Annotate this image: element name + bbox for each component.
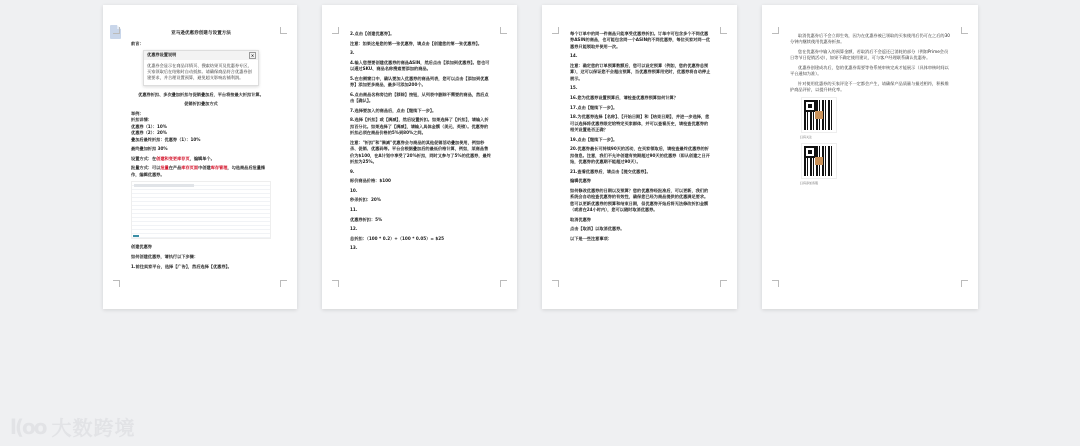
logo-text: 大数跨境 [51,416,136,440]
margin-mark [961,27,968,34]
text: 中创建 [198,165,211,171]
margin-mark [500,27,507,34]
paragraph: 取消优惠券后不会立即生效，因为在优惠券被已领取的买家使用后仍可在之后的30分钟内继续使用优惠券折扣。 [790,33,950,45]
paragraph: 18.为优惠券选择【名称】、【开始日期】和【结束日期】，并进一步选择，您可以选择将优惠券限定给特定买家群体，并可以查看历史，请检查优惠券的相关设置是否正确？ [570,114,710,132]
intro: 前言： [131,40,144,46]
line: 优惠券（2）：20% [131,130,167,136]
line: 最终叠加折扣 30% [131,146,168,152]
paragraph: 取消优惠券 [570,216,591,222]
qr-caption: 扫码添加客服 [800,181,819,186]
paragraph: 16.您为优惠券设置预算后，请检查优惠券预算如何计算？ [570,95,678,100]
paragraph: 5.在右侧窗口中，确认要加入优惠券的商品列表，您可以点击【添加到优惠券】添加更多商品，最多可添加200个。 [350,75,489,88]
highlight: 创建和变更库存页 [156,155,190,161]
paragraph: 如何修改优惠券的日期以及预算？您的优惠券经批准后，可以更新，我们的系统会自动检查优惠券的有效性，确保您已经为商品提供的优惠满足要求。您可以更新优惠券的预算和结束日期，但优惠券开始后将无法修改折扣金额（或者在24小时内），您可以随时取消优惠券。 [570,187,709,212]
paragraph: 编辑优惠券 [570,178,591,184]
paragraph: 10. [350,187,358,193]
margin-mark [280,280,287,287]
margin-mark [113,27,120,34]
paragraph: 6.点击商品名称旁边的【移除】按钮，从列表中删除不需要的商品，然后点击【确认】。 [350,91,489,104]
note: 优惠券折扣、多次叠加折扣与促销叠加后，平台将按最大折扣计算。 [138,91,264,97]
highlight: 库存管理 [210,165,228,171]
paragraph: 11. [350,206,358,212]
paragraph: 17.点击【继续下一步】。 [570,104,618,110]
highlight: 批量 [160,165,169,171]
paragraph: 7.选择要加入的商品后，点击【继续下一步】。 [350,107,437,113]
paragraph: 总折扣：（100 * 0.2）+（100 * 0.05）= $25 [350,235,445,241]
paragraph: 您在优惠券中输入的预算金额，若取消后不会返还已消耗的部分（例如Prime会员日等节日促销活动），如果不确定使用建议，可与客户经理联系确认优惠券。 [790,49,949,61]
paragraph: 优惠券折扣：5% [350,216,383,222]
paragraph: 1.前往卖家平台，选择【广告】，然后选择【优惠券】。 [131,263,232,269]
document-page-3 [542,5,737,309]
paragraph: 21.查看优惠券后，请点击【提交优惠券】。 [570,168,651,174]
watermark-logo [10,412,135,441]
method-1 [131,156,271,162]
document-page-4 [762,5,978,309]
paragraph: 20.优惠券最长可持续90天的活动，在买家领取后，请检查最终优惠券的折扣信息。注意，我们不允许创建有效期超过90天的优惠券（即从创建之日开始，优惠券的优惠期不能超过90天）。 [570,146,710,164]
margin-mark [332,27,339,34]
paragraph: 如何创建优惠券，请执行以下步骤： [131,254,199,259]
line: 举例： [131,111,144,116]
document-page-1 [103,5,297,309]
margin-mark [332,280,339,287]
margin-mark [720,280,727,287]
paragraph: 注意：如果这是您的第一张优惠券，请点击【创建您的第一张优惠券】。 [350,40,482,46]
line: 折扣详情： [131,117,152,123]
section-heading: 创建优惠券 [131,244,152,250]
qr-caption: 扫码关注 [800,134,813,139]
margin-mark [772,280,779,287]
text: ，勾选商品后批量操作，编辑优惠券。 [131,165,266,177]
margin-mark [720,27,727,34]
margin-mark [500,280,507,287]
paragraph: 14. [570,53,578,59]
paragraph: 13. [350,245,358,251]
text: ，编辑单个。 [189,155,215,161]
line: 优惠券（1）：10% [131,123,167,129]
paragraph: 每个订单中的同一件商品只能享受优惠券折扣。订单中可包含多个不同优惠券ASIN的商品，也可能包含同一个ASIN的不同优惠券，每位买家对同一优惠券只能领取并使用一次。 [570,31,710,49]
paragraph: 点击【取消】以取消优惠券。 [570,226,625,232]
line: 叠加后最终折扣：优惠券（1）：10% [131,136,201,142]
paragraph: 优惠券创建成功后，您的优惠券需要等待系统审核完成才能展示（具体审核时间以平台通知为准）。 [790,65,949,77]
margin-mark [113,280,120,287]
margin-mark [772,27,779,34]
qr-code-icon [802,144,836,178]
text: 设置方式：在 [131,155,157,161]
paragraph: 19.点击【继续下一步】。 [570,136,618,142]
popup-body: 优惠券会显示在商品详情页、搜索结果页及优惠券专区，买家领取后在结账时自动抵扣。请确保商品符合优惠券创建要求，并合理设置预算，避免超支影响店铺利润。 [147,62,252,81]
margin-mark [280,27,287,34]
margin-mark [552,280,559,287]
embedded-screenshot [131,181,271,239]
paragraph: 4.输入您想要创建优惠券的商品ASIN，然后点击【添加到优惠券】。您也可以通过SKU、商品名称搜索要添加的商品。 [350,59,490,72]
method-2 [131,165,271,178]
highlight: 库存页面 [181,165,199,171]
margin-mark [552,27,559,34]
paragraph: 8.选择【折扣】或【满减】，然后设置折扣。如果选择了【折扣】，请输入折扣百分比。如果选择了【满减】，请输入具体金额（美元、英镑）。优惠券的折扣必须在商品价格的5%到80%之间。 [350,117,489,136]
text: 在产品 [168,165,182,171]
document-page-2 [322,5,517,309]
document-title: 亚马逊优惠券创建与设置方法 [171,31,231,36]
paragraph: 秒杀折扣：20% [350,197,381,203]
paragraph: 标价商品价格：$100 [350,178,391,184]
paragraph: 注意："折扣"和"满减"优惠券会与商品的其他促销活动叠加使用，例如秒杀、促销、优惠码等。平台会根据叠加后的最低价格计算，例如，某商品售价为$100，在A计划中享受了20%折扣，同时又参与了5%的优惠券，最终折扣为25%。 [350,139,491,164]
paragraph: 15. [570,85,578,91]
paragraph: 9. [350,168,355,174]
text: 批量方式：可以 [131,165,161,171]
paragraph: 3. [350,50,355,56]
paragraph: 以下是一些注意事项： [570,235,612,241]
paragraph: 注意：确定您的订单预算数额后，您可以设定预算（例如，您的优惠券总预算），这可以保证您不会超出预算，当优惠券预算用完时，优惠券将自动停止展示。 [570,63,711,81]
popup-title: 优惠券设置说明 [147,52,177,58]
paragraph: 2.点击【创建优惠券】。 [350,31,395,36]
logo-mark: l(oo [10,414,46,439]
paragraph: 针对使用优惠券的买家评论不一定都会产生，请确保产品质量与描述相符，积极维护商品评价，以提升转化率。 [790,81,949,93]
note: 促销折扣叠加方式 [184,101,218,107]
qr-code-icon [802,98,836,132]
paragraph: 12. [350,226,358,232]
margin-mark [961,280,968,287]
info-popup [143,50,259,86]
close-icon: × [250,53,255,59]
